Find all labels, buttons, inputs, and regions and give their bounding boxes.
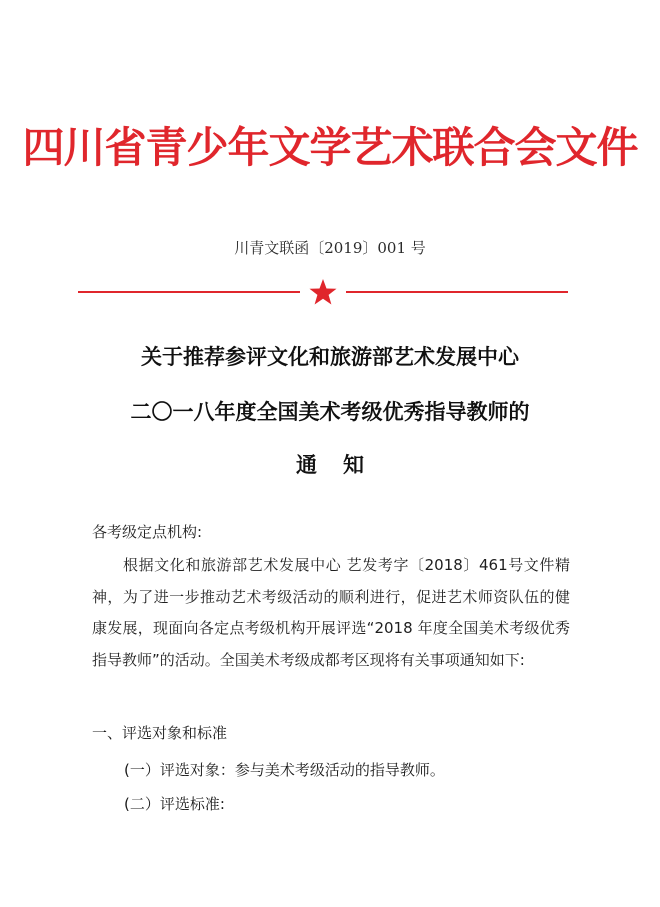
document-number: 川青文联函〔2019〕001 号 [234, 239, 426, 257]
star-icon [308, 278, 338, 306]
body-paragraph: 根据文化和旅游部艺术发展中心 艺发考字〔2018〕461号文件精神，为了进一步推动艺术考级活动的顺利进行，促进艺术师资队伍的健康发展，现面向各定点考级机构开展评选“2018 年度全国美术考级优秀指导教师”的活动。全国美术考级成都考区现将有关事项通知如下: [92, 556, 570, 669]
salutation: 各考级定点机构: [92, 523, 203, 541]
notice-title-line-1: 关于推荐参评文化和旅游部艺术发展中心 [141, 345, 519, 369]
header-divider [78, 282, 568, 302]
section-item-1: (一）评选对象：参与美术考级活动的指导教师。 [124, 761, 445, 779]
divider-line-right [346, 291, 568, 293]
notice-title-line-2: 二〇一八年度全国美术考级优秀指导教师的 [130, 400, 530, 424]
notice-title-line-3: 通知 [296, 453, 390, 477]
divider-line-left [78, 291, 300, 293]
section-heading-1: 一、评选对象和标准 [92, 724, 228, 742]
section-item-2: (二）评选标准: [124, 795, 225, 813]
org-document-header: 四川省青少年文学艺术联合会文件 [22, 123, 638, 172]
